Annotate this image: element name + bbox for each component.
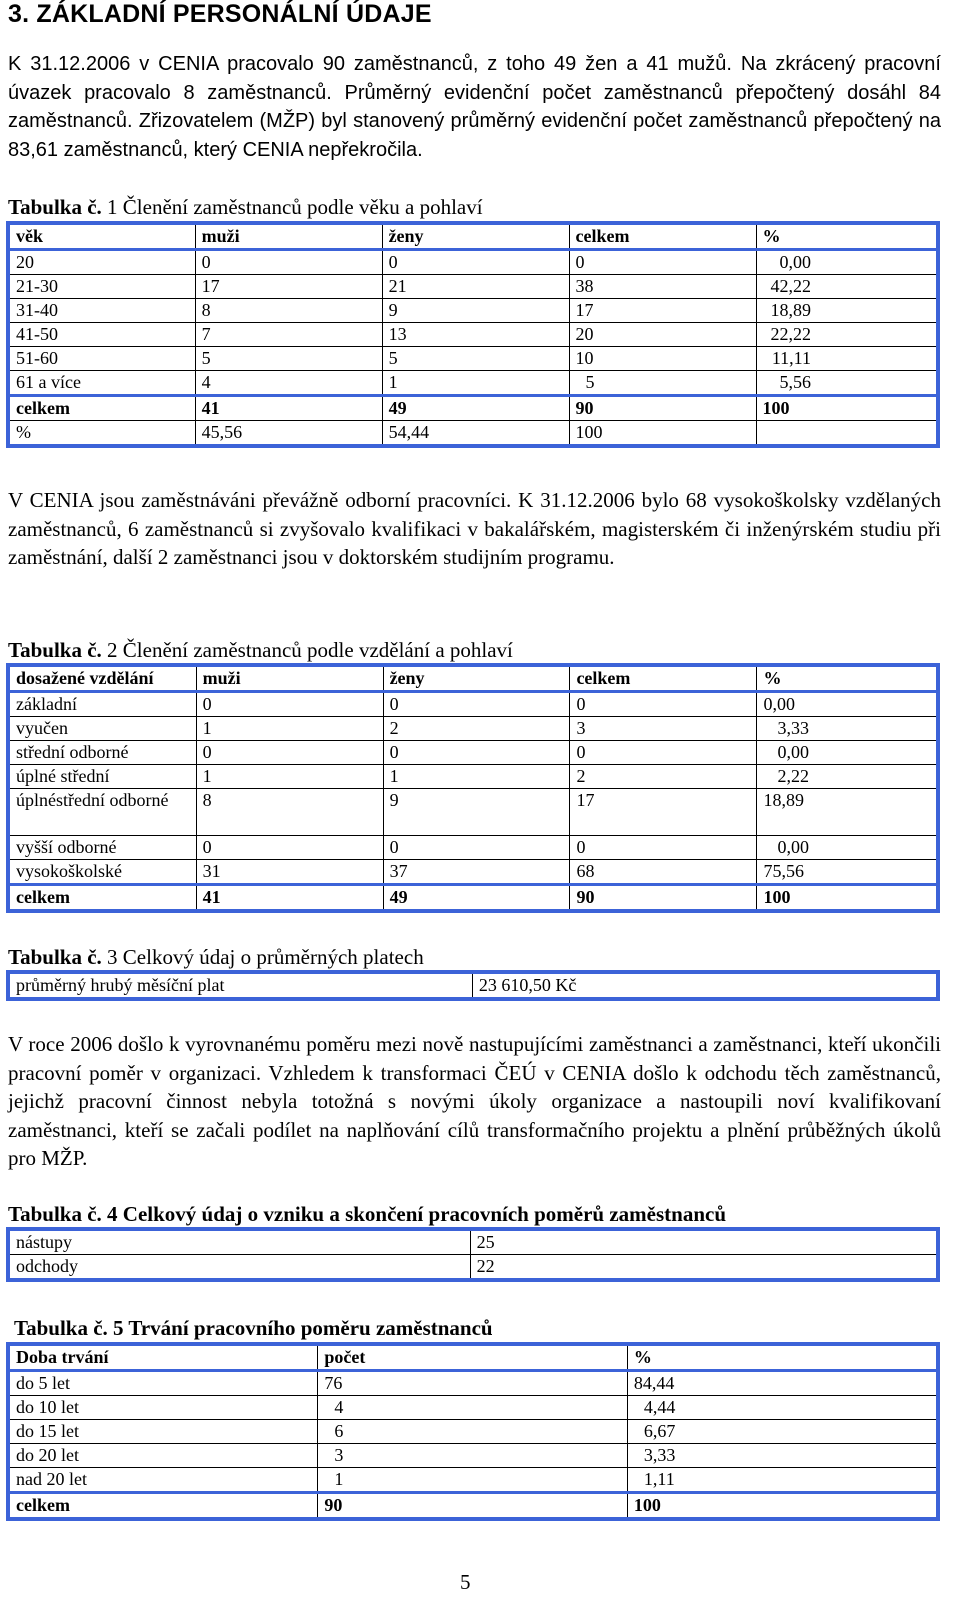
cell: 8 xyxy=(196,789,383,836)
cell: 20 xyxy=(569,323,756,347)
cell: 18,89 xyxy=(756,299,938,323)
cell: 11,11 xyxy=(756,347,938,371)
cell: 3 xyxy=(570,717,757,741)
table-row xyxy=(8,250,938,275)
table-row xyxy=(8,765,938,789)
header-cell: % xyxy=(627,1344,938,1371)
cell: 6,67 xyxy=(627,1420,938,1444)
cell: % xyxy=(8,421,195,447)
cell: 0 xyxy=(383,836,570,860)
cell: 1 xyxy=(383,765,570,789)
cell: 0 xyxy=(383,692,570,717)
cell: do 5 let xyxy=(8,1371,318,1396)
cell: 100 xyxy=(569,421,756,447)
cell: 13 xyxy=(382,323,569,347)
table-row xyxy=(8,972,938,999)
table-row xyxy=(8,1371,938,1396)
cell: 90 xyxy=(318,1493,628,1520)
cell: 1 xyxy=(196,717,383,741)
cell: 3,33 xyxy=(627,1444,938,1468)
cell: do 20 let xyxy=(8,1444,318,1468)
header-cell: Doba trvání xyxy=(8,1344,318,1371)
cell: 4 xyxy=(195,371,382,396)
cell: 21 xyxy=(382,275,569,299)
cell: 41 xyxy=(195,396,382,421)
cell: 5,56 xyxy=(756,371,938,396)
education-paragraph: V CENIA jsou zaměstnáváni převážně odborní pracovníci. K 31.12.2006 bylo 68 vysokoškolsky vzdělaných zaměstnanců, 6 zaměstnanců si zvyšovalo kvalifikaci v bakalářském, magisterském či inženýrském studiu při zaměstnání, další 2 zaměstnanci jsou v doktorském studijním programu. xyxy=(8,488,941,569)
cell: 61 a více xyxy=(8,371,195,396)
table4-caption xyxy=(8,1201,726,1227)
cell: 2 xyxy=(570,765,757,789)
table-employment-duration xyxy=(6,1342,940,1521)
table-row xyxy=(8,1468,938,1493)
table3-caption xyxy=(8,944,424,970)
cell: 0 xyxy=(569,250,756,275)
table4-caption-text: 4 Celkový údaj o vzniku a skončení pracovních poměrů zaměstnanců xyxy=(101,1202,726,1226)
cell: 25 xyxy=(470,1229,938,1255)
cell: 37 xyxy=(383,860,570,885)
cell: 17 xyxy=(569,299,756,323)
cell: 1 xyxy=(196,765,383,789)
table-education-gender xyxy=(6,663,940,913)
cell: 1 xyxy=(318,1468,628,1493)
cell: 9 xyxy=(383,789,570,836)
cell: 18,89 xyxy=(757,789,938,836)
cell: základní xyxy=(8,692,196,717)
cell: 68 xyxy=(570,860,757,885)
table-row xyxy=(8,692,938,717)
table-salary xyxy=(6,970,940,1001)
cell: 75,56 xyxy=(757,860,938,885)
header-cell: % xyxy=(756,223,938,250)
table3-caption-text: 3 Celkový údaj o průměrných platech xyxy=(101,945,424,969)
table-header-row xyxy=(8,223,938,250)
cell: 0 xyxy=(196,836,383,860)
cell: 100 xyxy=(756,396,938,421)
cell: do 10 let xyxy=(8,1396,318,1420)
cell: 1 xyxy=(382,371,569,396)
cell: 8 xyxy=(195,299,382,323)
cell: nad 20 let xyxy=(8,1468,318,1493)
table-row xyxy=(8,323,938,347)
cell: 0 xyxy=(196,741,383,765)
table-total-row xyxy=(8,885,938,912)
cell: 31 xyxy=(196,860,383,885)
cell: 5 xyxy=(195,347,382,371)
table-row xyxy=(8,741,938,765)
cell: 7 xyxy=(195,323,382,347)
cell: 4 xyxy=(318,1396,628,1420)
table-row xyxy=(8,789,938,836)
cell: 10 xyxy=(569,347,756,371)
table-age-gender xyxy=(6,221,940,448)
cell: 0 xyxy=(383,741,570,765)
cell: 31-40 xyxy=(8,299,195,323)
cell: úplnéstřední odborné xyxy=(8,789,196,836)
table4-caption-num: Tabulka č. xyxy=(8,1202,102,1226)
cell: 0 xyxy=(570,741,757,765)
table2-caption-num: Tabulka č. xyxy=(8,638,102,662)
header-cell: dosažené vzdělání xyxy=(8,665,196,692)
header-cell: ženy xyxy=(383,665,570,692)
cell: do 15 let xyxy=(8,1420,318,1444)
cell: 0,00 xyxy=(757,741,938,765)
cell: 20 xyxy=(8,250,195,275)
cell: 0 xyxy=(570,836,757,860)
cell: celkem xyxy=(8,1493,318,1520)
cell: 54,44 xyxy=(382,421,569,447)
cell: úplné střední xyxy=(8,765,196,789)
cell: 49 xyxy=(383,885,570,912)
cell: 0 xyxy=(570,692,757,717)
cell: 90 xyxy=(570,885,757,912)
cell: celkem xyxy=(8,396,195,421)
cell: 42,22 xyxy=(756,275,938,299)
cell: 22,22 xyxy=(756,323,938,347)
cell: 41-50 xyxy=(8,323,195,347)
cell: 38 xyxy=(569,275,756,299)
table-row xyxy=(8,1420,938,1444)
cell: 100 xyxy=(757,885,938,912)
cell: 45,56 xyxy=(195,421,382,447)
cell: 0,00 xyxy=(757,692,938,717)
table3-caption-num: Tabulka č. xyxy=(8,945,102,969)
header-cell: celkem xyxy=(570,665,757,692)
cell: 0 xyxy=(382,250,569,275)
cell: 2,22 xyxy=(757,765,938,789)
header-cell: ženy xyxy=(382,223,569,250)
cell: 4,44 xyxy=(627,1396,938,1420)
cell: 41 xyxy=(196,885,383,912)
table-row xyxy=(8,1229,938,1255)
header-cell: věk xyxy=(8,223,195,250)
table5-caption-text: 5 Trvání pracovního poměru zaměstnanců xyxy=(107,1316,493,1340)
cell: odchody xyxy=(8,1255,470,1281)
table-total-row xyxy=(8,396,938,421)
cell: 17 xyxy=(570,789,757,836)
header-cell: počet xyxy=(318,1344,628,1371)
section-heading: 3. ZÁKLADNÍ PERSONÁLNÍ ÚDAJE xyxy=(8,0,432,28)
cell: vysokoškolské xyxy=(8,860,196,885)
table-header-row xyxy=(8,1344,938,1371)
cell: 90 xyxy=(569,396,756,421)
cell: 84,44 xyxy=(627,1371,938,1396)
cell: celkem xyxy=(8,885,196,912)
table-row xyxy=(8,347,938,371)
table-total-row xyxy=(8,1493,938,1520)
cell: vyšší odborné xyxy=(8,836,196,860)
table-hires-departures xyxy=(6,1227,940,1282)
cell: 2 xyxy=(383,717,570,741)
cell: 0 xyxy=(195,250,382,275)
table-row xyxy=(8,1444,938,1468)
table-row xyxy=(8,299,938,323)
table-percent-row xyxy=(8,421,938,447)
cell: 5 xyxy=(569,371,756,396)
cell: 23 610,50 Kč xyxy=(472,972,938,999)
intro-paragraph: K 31.12.2006 v CENIA pracovalo 90 zaměstnanců, z toho 49 žen a 41 mužů. Na zkrácený pracovní úvazek pracovalo 8 zaměstnanců. Průměrný evidenční počet zaměstnanců přepočtený dosáhl 84 zaměstnanců. Zřizovatelem (MŽP) byl stanovený průměrný evidenční počet zaměstnanců přepočtený na 83,61 zaměstnanců, který CENIA nepřekročila. xyxy=(8,53,941,161)
page-number: 5 xyxy=(460,1570,471,1594)
cell: 100 xyxy=(627,1493,938,1520)
cell: střední odborné xyxy=(8,741,196,765)
cell: 0,00 xyxy=(757,836,938,860)
cell xyxy=(756,421,938,447)
table-row xyxy=(8,860,938,885)
cell: 5 xyxy=(382,347,569,371)
cell: 76 xyxy=(318,1371,628,1396)
table1-caption xyxy=(8,194,483,220)
header-cell: muži xyxy=(195,223,382,250)
cell: průměrný hrubý měsíční plat xyxy=(8,972,472,999)
table-header-row xyxy=(8,665,938,692)
header-cell: muži xyxy=(196,665,383,692)
cell: 51-60 xyxy=(8,347,195,371)
cell: 1,11 xyxy=(627,1468,938,1493)
cell: 9 xyxy=(382,299,569,323)
table-row xyxy=(8,275,938,299)
turnover-paragraph: V roce 2006 došlo k vyrovnanému poměru mezi nově nastupujícími zaměstnanci a zaměstnanci, kteří ukončili pracovní poměr v organizaci. Vzhledem k transformaci ČEÚ v CENIA došlo k odchodu těch zaměstnanců, jejichž pracovní činnost nebyla totožná s novými úkoly organizace a nastoupili noví kvalifikovaní zaměstnanci, kteří se začali podílet na naplňování cílů transformačního projektu a plnění průběžných úkolů pro MŽP. xyxy=(8,1032,941,1170)
header-cell: % xyxy=(757,665,938,692)
table-row xyxy=(8,1396,938,1420)
table5-caption xyxy=(14,1315,493,1341)
table-row xyxy=(8,371,938,396)
cell: 21-30 xyxy=(8,275,195,299)
table-row xyxy=(8,1255,938,1281)
cell: 6 xyxy=(318,1420,628,1444)
cell: 0 xyxy=(196,692,383,717)
cell: nástupy xyxy=(8,1229,470,1255)
table2-caption xyxy=(8,637,513,663)
cell: 3,33 xyxy=(757,717,938,741)
table1-caption-text: 1 Členění zaměstnanců podle věku a pohlaví xyxy=(101,195,483,219)
table2-caption-text: 2 Členění zaměstnanců podle vzdělání a pohlaví xyxy=(101,638,513,662)
cell: 17 xyxy=(195,275,382,299)
table5-caption-num: Tabulka č. xyxy=(14,1316,108,1340)
cell: 3 xyxy=(318,1444,628,1468)
cell: 22 xyxy=(470,1255,938,1281)
cell: vyučen xyxy=(8,717,196,741)
table-row xyxy=(8,836,938,860)
header-cell: celkem xyxy=(569,223,756,250)
table1-caption-num: Tabulka č. xyxy=(8,195,102,219)
table-row xyxy=(8,717,938,741)
cell: 0,00 xyxy=(756,250,938,275)
cell: 49 xyxy=(382,396,569,421)
